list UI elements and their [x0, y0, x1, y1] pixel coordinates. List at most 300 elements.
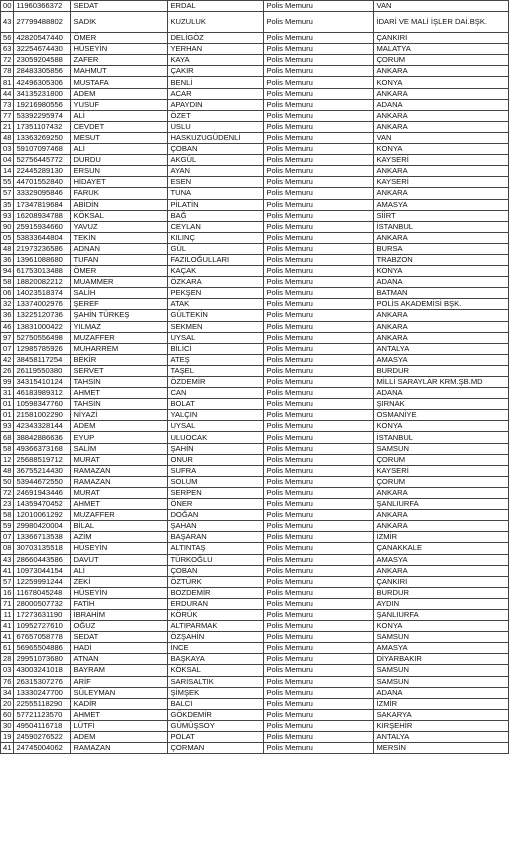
- title-cell: Polis Memuru: [264, 144, 374, 155]
- table-row: [1, 155, 509, 166]
- last-name-cell: ŞİMŞEK: [168, 687, 264, 698]
- last-name-cell: PİLATİN: [168, 199, 264, 210]
- first-name-cell: ZAFER: [71, 55, 168, 66]
- last-name-cell: CAN: [168, 388, 264, 399]
- id-number-cell: 32254674430: [14, 44, 71, 55]
- unit-cell: ANTALYA: [374, 343, 509, 354]
- row-number-cell: 48: [1, 465, 14, 476]
- id-number-cell: 28000507732: [14, 598, 71, 609]
- table-row: [1, 343, 509, 354]
- row-number-cell: 16: [1, 587, 14, 598]
- title-cell: Polis Memuru: [264, 12, 374, 33]
- last-name-cell: ÖZTÜRK: [168, 576, 264, 587]
- last-name-cell: APAYDIN: [168, 99, 264, 110]
- title-cell: Polis Memuru: [264, 254, 374, 265]
- row-number-cell: 41: [1, 565, 14, 576]
- unit-cell: ADANA: [374, 687, 509, 698]
- first-name-cell: DURDU: [71, 155, 168, 166]
- first-name-cell: MUHARREM: [71, 343, 168, 354]
- id-number-cell: 13225120736: [14, 310, 71, 321]
- table-row: [1, 487, 509, 498]
- title-cell: Polis Memuru: [264, 510, 374, 521]
- first-name-cell: ABİDİN: [71, 199, 168, 210]
- table-row: [1, 288, 509, 299]
- unit-cell: ANKARA: [374, 510, 509, 521]
- last-name-cell: YALÇIN: [168, 410, 264, 421]
- last-name-cell: SEKMEN: [168, 321, 264, 332]
- id-number-cell: 38842886636: [14, 432, 71, 443]
- table-row: [1, 177, 509, 188]
- title-cell: Polis Memuru: [264, 643, 374, 654]
- title-cell: Polis Memuru: [264, 598, 374, 609]
- table-row: [1, 199, 509, 210]
- table-row: [1, 687, 509, 698]
- first-name-cell: YAVUZ: [71, 221, 168, 232]
- last-name-cell: AYAN: [168, 166, 264, 177]
- last-name-cell: ULUOCAK: [168, 432, 264, 443]
- row-number-cell: 77: [1, 110, 14, 121]
- row-number-cell: 08: [1, 543, 14, 554]
- id-number-cell: 17273631190: [14, 609, 71, 620]
- title-cell: Polis Memuru: [264, 1, 374, 12]
- id-number-cell: 38458117254: [14, 354, 71, 365]
- row-number-cell: 03: [1, 665, 14, 676]
- first-name-cell: BAYRAM: [71, 665, 168, 676]
- row-number-cell: 99: [1, 377, 14, 388]
- table-row: [1, 720, 509, 731]
- last-name-cell: SERPEN: [168, 487, 264, 498]
- id-number-cell: 16208934788: [14, 210, 71, 221]
- first-name-cell: KÖKSAL: [71, 210, 168, 221]
- id-number-cell: 23059204588: [14, 55, 71, 66]
- last-name-cell: ŞAHAN: [168, 521, 264, 532]
- first-name-cell: ZEKİ: [71, 576, 168, 587]
- last-name-cell: BALCI: [168, 698, 264, 709]
- table-row: [1, 1, 509, 12]
- first-name-cell: ALİ: [71, 144, 168, 155]
- row-number-cell: 94: [1, 266, 14, 277]
- id-number-cell: 53944672550: [14, 476, 71, 487]
- title-cell: Polis Memuru: [264, 44, 374, 55]
- row-number-cell: 57: [1, 576, 14, 587]
- first-name-cell: MURAT: [71, 454, 168, 465]
- first-name-cell: İBRAHİM: [71, 609, 168, 620]
- table-row: [1, 221, 509, 232]
- last-name-cell: ÖZKARA: [168, 277, 264, 288]
- first-name-cell: YUSUF: [71, 99, 168, 110]
- first-name-cell: OĞUZ: [71, 621, 168, 632]
- unit-cell: DİYARBAKIR: [374, 654, 509, 665]
- table-row: [1, 210, 509, 221]
- last-name-cell: TÜRKOĞLU: [168, 554, 264, 565]
- id-number-cell: 49504116718: [14, 720, 71, 731]
- title-cell: Polis Memuru: [264, 443, 374, 454]
- row-number-cell: 11: [1, 609, 14, 620]
- id-number-cell: 10973044154: [14, 565, 71, 576]
- row-number-cell: 32: [1, 299, 14, 310]
- row-number-cell: 71: [1, 598, 14, 609]
- unit-cell: ŞIRNAK: [374, 399, 509, 410]
- first-name-cell: ADEM: [71, 421, 168, 432]
- title-cell: Polis Memuru: [264, 432, 374, 443]
- row-number-cell: 12: [1, 454, 14, 465]
- first-name-cell: MAHMUT: [71, 66, 168, 77]
- row-number-cell: 31: [1, 388, 14, 399]
- row-number-cell: 06: [1, 288, 14, 299]
- first-name-cell: ADEM: [71, 88, 168, 99]
- first-name-cell: ADNAN: [71, 243, 168, 254]
- row-number-cell: 19: [1, 732, 14, 743]
- row-number-cell: 42: [1, 354, 14, 365]
- last-name-cell: ALTIPARMAK: [168, 621, 264, 632]
- id-number-cell: 28660443586: [14, 554, 71, 565]
- row-number-cell: 68: [1, 432, 14, 443]
- first-name-cell: TAHSİN: [71, 377, 168, 388]
- row-number-cell: 57: [1, 188, 14, 199]
- row-number-cell: 41: [1, 621, 14, 632]
- first-name-cell: ARİF: [71, 676, 168, 687]
- first-name-cell: NİYAZİ: [71, 410, 168, 421]
- last-name-cell: ATAK: [168, 299, 264, 310]
- unit-cell: İSTANBUL: [374, 221, 509, 232]
- id-number-cell: 29951073680: [14, 654, 71, 665]
- id-number-cell: 21973236586: [14, 243, 71, 254]
- title-cell: Polis Memuru: [264, 521, 374, 532]
- table-row: [1, 332, 509, 343]
- table-row: [1, 144, 509, 155]
- unit-cell: POLİS AKADEMİSİ BŞK.: [374, 299, 509, 310]
- id-number-cell: 61753013488: [14, 266, 71, 277]
- row-number-cell: 93: [1, 421, 14, 432]
- last-name-cell: AKGÜL: [168, 155, 264, 166]
- last-name-cell: BOLAT: [168, 399, 264, 410]
- title-cell: Polis Memuru: [264, 177, 374, 188]
- row-number-cell: 72: [1, 55, 14, 66]
- unit-cell: ÇORUM: [374, 55, 509, 66]
- row-number-cell: 59: [1, 521, 14, 532]
- first-name-cell: SÜLEYMAN: [71, 687, 168, 698]
- unit-cell: AYDIN: [374, 598, 509, 609]
- table-row: [1, 632, 509, 643]
- title-cell: Polis Memuru: [264, 698, 374, 709]
- title-cell: Polis Memuru: [264, 720, 374, 731]
- first-name-cell: SERVET: [71, 365, 168, 376]
- last-name-cell: İNCE: [168, 643, 264, 654]
- row-number-cell: 93: [1, 210, 14, 221]
- table-row: [1, 476, 509, 487]
- unit-cell: KONYA: [374, 421, 509, 432]
- first-name-cell: TEKİN: [71, 232, 168, 243]
- last-name-cell: BAŞKAYA: [168, 654, 264, 665]
- title-cell: Polis Memuru: [264, 676, 374, 687]
- title-cell: Polis Memuru: [264, 377, 374, 388]
- unit-cell: SAKARYA: [374, 709, 509, 720]
- row-number-cell: 46: [1, 321, 14, 332]
- first-name-cell: AHMET: [71, 388, 168, 399]
- unit-cell: ANKARA: [374, 232, 509, 243]
- unit-cell: KONYA: [374, 621, 509, 632]
- last-name-cell: ERDAL: [168, 1, 264, 12]
- unit-cell: KONYA: [374, 144, 509, 155]
- title-cell: Polis Memuru: [264, 421, 374, 432]
- id-number-cell: 11678045248: [14, 587, 71, 598]
- last-name-cell: GÖKDEMİR: [168, 709, 264, 720]
- id-number-cell: 27799488802: [14, 12, 71, 33]
- unit-cell: ANKARA: [374, 110, 509, 121]
- title-cell: Polis Memuru: [264, 210, 374, 221]
- id-number-cell: 13374002976: [14, 299, 71, 310]
- unit-cell: ANKARA: [374, 121, 509, 132]
- first-name-cell: MUZAFFER: [71, 332, 168, 343]
- id-number-cell: 13330247700: [14, 687, 71, 698]
- first-name-cell: SEDAT: [71, 1, 168, 12]
- first-name-cell: MESUT: [71, 132, 168, 143]
- first-name-cell: BEKİR: [71, 354, 168, 365]
- first-name-cell: DAVUT: [71, 554, 168, 565]
- table-row: [1, 465, 509, 476]
- id-number-cell: 13961088680: [14, 254, 71, 265]
- first-name-cell: SALİM: [71, 443, 168, 454]
- first-name-cell: RAMAZAN: [71, 743, 168, 754]
- table-row: [1, 277, 509, 288]
- last-name-cell: GÜLTEKİN: [168, 310, 264, 321]
- title-cell: Polis Memuru: [264, 709, 374, 720]
- unit-cell: BURSA: [374, 243, 509, 254]
- title-cell: Polis Memuru: [264, 565, 374, 576]
- row-number-cell: 73: [1, 99, 14, 110]
- row-number-cell: 58: [1, 277, 14, 288]
- unit-cell: AMASYA: [374, 199, 509, 210]
- last-name-cell: ÇAKIR: [168, 66, 264, 77]
- row-number-cell: 07: [1, 532, 14, 543]
- first-name-cell: ŞAHİN TÜRKEŞ: [71, 310, 168, 321]
- row-number-cell: 58: [1, 510, 14, 521]
- id-number-cell: 12010061292: [14, 510, 71, 521]
- first-name-cell: HÜSEYİN: [71, 587, 168, 598]
- title-cell: Polis Memuru: [264, 465, 374, 476]
- id-number-cell: 42496305306: [14, 77, 71, 88]
- row-number-cell: 00: [1, 1, 14, 12]
- last-name-cell: ALTINTAŞ: [168, 543, 264, 554]
- last-name-cell: PEKŞEN: [168, 288, 264, 299]
- id-number-cell: 56965504886: [14, 643, 71, 654]
- unit-cell: ŞANLIURFA: [374, 499, 509, 510]
- first-name-cell: AZİM: [71, 532, 168, 543]
- last-name-cell: SUFRA: [168, 465, 264, 476]
- unit-cell: SİİRT: [374, 210, 509, 221]
- first-name-cell: SEDAT: [71, 632, 168, 643]
- title-cell: Polis Memuru: [264, 132, 374, 143]
- first-name-cell: RAMAZAN: [71, 465, 168, 476]
- last-name-cell: KAÇAK: [168, 266, 264, 277]
- last-name-cell: ÇOBAN: [168, 144, 264, 155]
- row-number-cell: 44: [1, 88, 14, 99]
- table-row: [1, 587, 509, 598]
- title-cell: Polis Memuru: [264, 399, 374, 410]
- row-number-cell: 61: [1, 643, 14, 654]
- table-row: [1, 254, 509, 265]
- row-number-cell: 63: [1, 44, 14, 55]
- last-name-cell: ATEŞ: [168, 354, 264, 365]
- row-number-cell: 58: [1, 443, 14, 454]
- id-number-cell: 42343328144: [14, 421, 71, 432]
- title-cell: Polis Memuru: [264, 99, 374, 110]
- title-cell: Polis Memuru: [264, 687, 374, 698]
- last-name-cell: ÖZET: [168, 110, 264, 121]
- first-name-cell: EYUP: [71, 432, 168, 443]
- unit-cell: ADANA: [374, 99, 509, 110]
- row-number-cell: 20: [1, 698, 14, 709]
- table-row: [1, 188, 509, 199]
- row-number-cell: 55: [1, 177, 14, 188]
- id-number-cell: 52756445772: [14, 155, 71, 166]
- unit-cell: SAMSUN: [374, 443, 509, 454]
- title-cell: Polis Memuru: [264, 410, 374, 421]
- unit-cell: İZMİR: [374, 698, 509, 709]
- unit-cell: ANKARA: [374, 166, 509, 177]
- table-row: [1, 232, 509, 243]
- personnel-table-body: [1, 1, 509, 754]
- unit-cell: KAYSERİ: [374, 155, 509, 166]
- id-number-cell: 11960366372: [14, 1, 71, 12]
- table-row: [1, 243, 509, 254]
- table-row: [1, 609, 509, 620]
- last-name-cell: POLAT: [168, 732, 264, 743]
- last-name-cell: BAĞ: [168, 210, 264, 221]
- first-name-cell: MUSTAFA: [71, 77, 168, 88]
- row-number-cell: 90: [1, 221, 14, 232]
- unit-cell: VAN: [374, 1, 509, 12]
- unit-cell: ANKARA: [374, 188, 509, 199]
- title-cell: Polis Memuru: [264, 310, 374, 321]
- table-row: [1, 432, 509, 443]
- first-name-cell: HÜSEYİN: [71, 543, 168, 554]
- id-number-cell: 10952727610: [14, 621, 71, 632]
- title-cell: Polis Memuru: [264, 587, 374, 598]
- unit-cell: BURDUR: [374, 365, 509, 376]
- id-number-cell: 53392295974: [14, 110, 71, 121]
- first-name-cell: YILMAZ: [71, 321, 168, 332]
- table-row: [1, 33, 509, 44]
- last-name-cell: KÖRÜK: [168, 609, 264, 620]
- last-name-cell: TUNA: [168, 188, 264, 199]
- row-number-cell: 23: [1, 499, 14, 510]
- unit-cell: ÇORUM: [374, 476, 509, 487]
- row-number-cell: 50: [1, 476, 14, 487]
- id-number-cell: 44701552840: [14, 177, 71, 188]
- unit-cell: ÇORUM: [374, 454, 509, 465]
- title-cell: Polis Memuru: [264, 88, 374, 99]
- id-number-cell: 42820547440: [14, 33, 71, 44]
- row-number-cell: 07: [1, 343, 14, 354]
- id-number-cell: 30703135518: [14, 543, 71, 554]
- table-row: [1, 643, 509, 654]
- row-number-cell: 41: [1, 632, 14, 643]
- title-cell: Polis Memuru: [264, 543, 374, 554]
- title-cell: Polis Memuru: [264, 621, 374, 632]
- last-name-cell: ÖZDEMİR: [168, 377, 264, 388]
- unit-cell: KAYSERİ: [374, 465, 509, 476]
- first-name-cell: MURAT: [71, 487, 168, 498]
- first-name-cell: ALİ: [71, 565, 168, 576]
- title-cell: Polis Memuru: [264, 487, 374, 498]
- first-name-cell: ÖMER: [71, 266, 168, 277]
- id-number-cell: 22555118290: [14, 698, 71, 709]
- table-row: [1, 532, 509, 543]
- unit-cell: KONYA: [374, 266, 509, 277]
- title-cell: Polis Memuru: [264, 388, 374, 399]
- title-cell: Polis Memuru: [264, 732, 374, 743]
- first-name-cell: KADİR: [71, 698, 168, 709]
- unit-cell: ANKARA: [374, 332, 509, 343]
- table-row: [1, 410, 509, 421]
- first-name-cell: TAHSİN: [71, 399, 168, 410]
- table-row: [1, 732, 509, 743]
- unit-cell: AMASYA: [374, 554, 509, 565]
- id-number-cell: 59107097468: [14, 144, 71, 155]
- unit-cell: VAN: [374, 132, 509, 143]
- last-name-cell: ESEN: [168, 177, 264, 188]
- unit-cell: TRABZON: [374, 254, 509, 265]
- id-number-cell: 29980420004: [14, 521, 71, 532]
- last-name-cell: YERHAN: [168, 44, 264, 55]
- id-number-cell: 22445289130: [14, 166, 71, 177]
- last-name-cell: SOLUM: [168, 476, 264, 487]
- row-number-cell: 81: [1, 77, 14, 88]
- id-number-cell: 13831000422: [14, 321, 71, 332]
- first-name-cell: BİLAL: [71, 521, 168, 532]
- first-name-cell: AHMET: [71, 499, 168, 510]
- table-row: [1, 132, 509, 143]
- table-row: [1, 365, 509, 376]
- table-row: [1, 388, 509, 399]
- last-name-cell: ÇORMAN: [168, 743, 264, 754]
- title-cell: Polis Memuru: [264, 609, 374, 620]
- unit-cell: ANKARA: [374, 521, 509, 532]
- table-row: [1, 121, 509, 132]
- table-row: [1, 310, 509, 321]
- last-name-cell: ÇOBAN: [168, 565, 264, 576]
- id-number-cell: 49366373168: [14, 443, 71, 454]
- last-name-cell: KUZULUK: [168, 12, 264, 33]
- id-number-cell: 17347819684: [14, 199, 71, 210]
- table-row: [1, 44, 509, 55]
- title-cell: Polis Memuru: [264, 155, 374, 166]
- unit-cell: AMASYA: [374, 643, 509, 654]
- unit-cell: İZMİR: [374, 532, 509, 543]
- last-name-cell: DOĞAN: [168, 510, 264, 521]
- unit-cell: SAMSUN: [374, 665, 509, 676]
- unit-cell: OSMANİYE: [374, 410, 509, 421]
- row-number-cell: 26: [1, 365, 14, 376]
- last-name-cell: ÖNER: [168, 499, 264, 510]
- table-row: [1, 565, 509, 576]
- row-number-cell: 14: [1, 166, 14, 177]
- table-row: [1, 443, 509, 454]
- unit-cell: ÇANAKKALE: [374, 543, 509, 554]
- table-row: [1, 676, 509, 687]
- row-number-cell: 28: [1, 654, 14, 665]
- unit-cell: SAMSUN: [374, 632, 509, 643]
- title-cell: Polis Memuru: [264, 343, 374, 354]
- first-name-cell: HİDAYET: [71, 177, 168, 188]
- id-number-cell: 13366713538: [14, 532, 71, 543]
- id-number-cell: 26119550380: [14, 365, 71, 376]
- table-row: [1, 299, 509, 310]
- unit-cell: KIRŞEHİR: [374, 720, 509, 731]
- unit-cell: KAYSERİ: [374, 177, 509, 188]
- table-row: [1, 454, 509, 465]
